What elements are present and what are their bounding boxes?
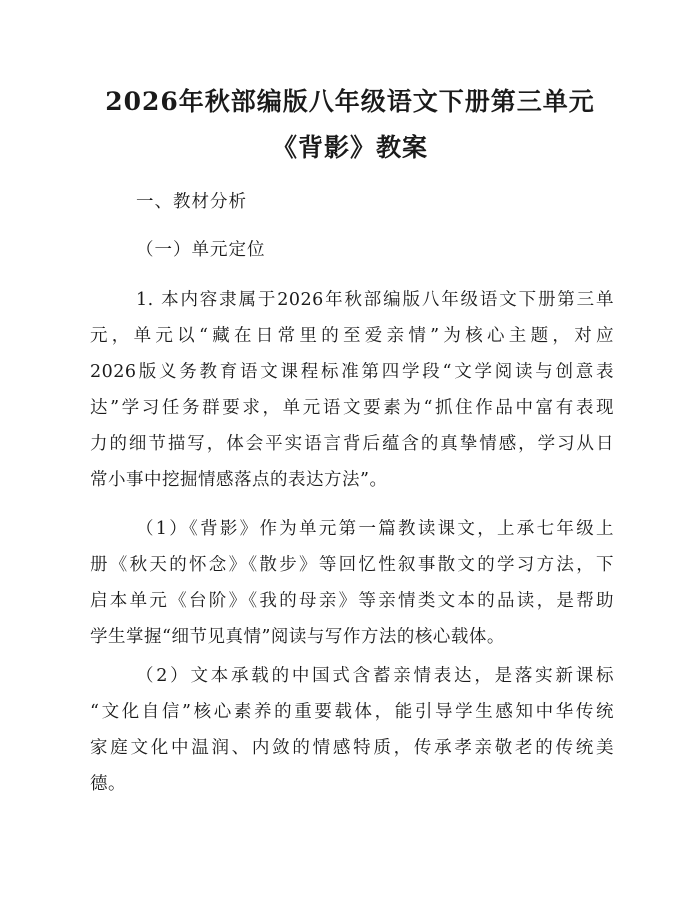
- paragraph-line: （1）《背影》作为单元第一篇教读课文，上承七年级上: [136, 519, 614, 539]
- document-title-line-2: 《背影》教案: [271, 133, 428, 162]
- paragraph-2: [90, 511, 614, 655]
- paragraph-line: 力的细节描写，体会平实语言背后蕴含的真挚情感，学习从日: [90, 434, 614, 454]
- paragraph-line: 达”学习任务群要求，单元语文要素为“抓住作品中富有表现: [90, 398, 614, 418]
- section-heading: 一、教材分析: [136, 192, 247, 212]
- paragraph-line: 常小事中挖掘情感落点的表达方法”。: [90, 470, 388, 490]
- paragraph-line: 家庭文化中温润、内敛的情感特质，传承孝亲敬老的传统美: [90, 738, 614, 758]
- paragraph-line: 元，单元以“藏在日常里的至爱亲情”为核心主题，对应: [90, 326, 614, 346]
- paragraph-line: 2026版义务教育语文课程标准第四学段“文学阅读与创意表: [90, 362, 614, 382]
- subsection-heading: （一）单元定位: [136, 240, 266, 260]
- paragraph-line: “文化自信”核心素养的重要载体，能引导学生感知中华传统: [90, 702, 614, 722]
- paragraph-line: 德。: [90, 774, 126, 794]
- paragraph-line: 册《秋天的怀念》《散步》等回忆性叙事散文的学习方法，下: [90, 555, 614, 575]
- document-title-line-1: 2026年秋部编版八年级语文下册第三单元: [105, 87, 595, 116]
- paragraph-line: 1. 本内容隶属于2026年秋部编版八年级语文下册第三单: [136, 290, 614, 310]
- paragraph-3: [90, 658, 614, 802]
- paragraph-1: [90, 282, 614, 498]
- paragraph-line: （2）文本承载的中国式含蓄亲情表达，是落实新课标: [136, 666, 614, 686]
- paragraph-line: 学生掌握“细节见真情”阅读与写作方法的核心载体。: [90, 627, 505, 647]
- paragraph-line: 启本单元《台阶》《我的母亲》等亲情类文本的品读，是帮助: [90, 591, 614, 611]
